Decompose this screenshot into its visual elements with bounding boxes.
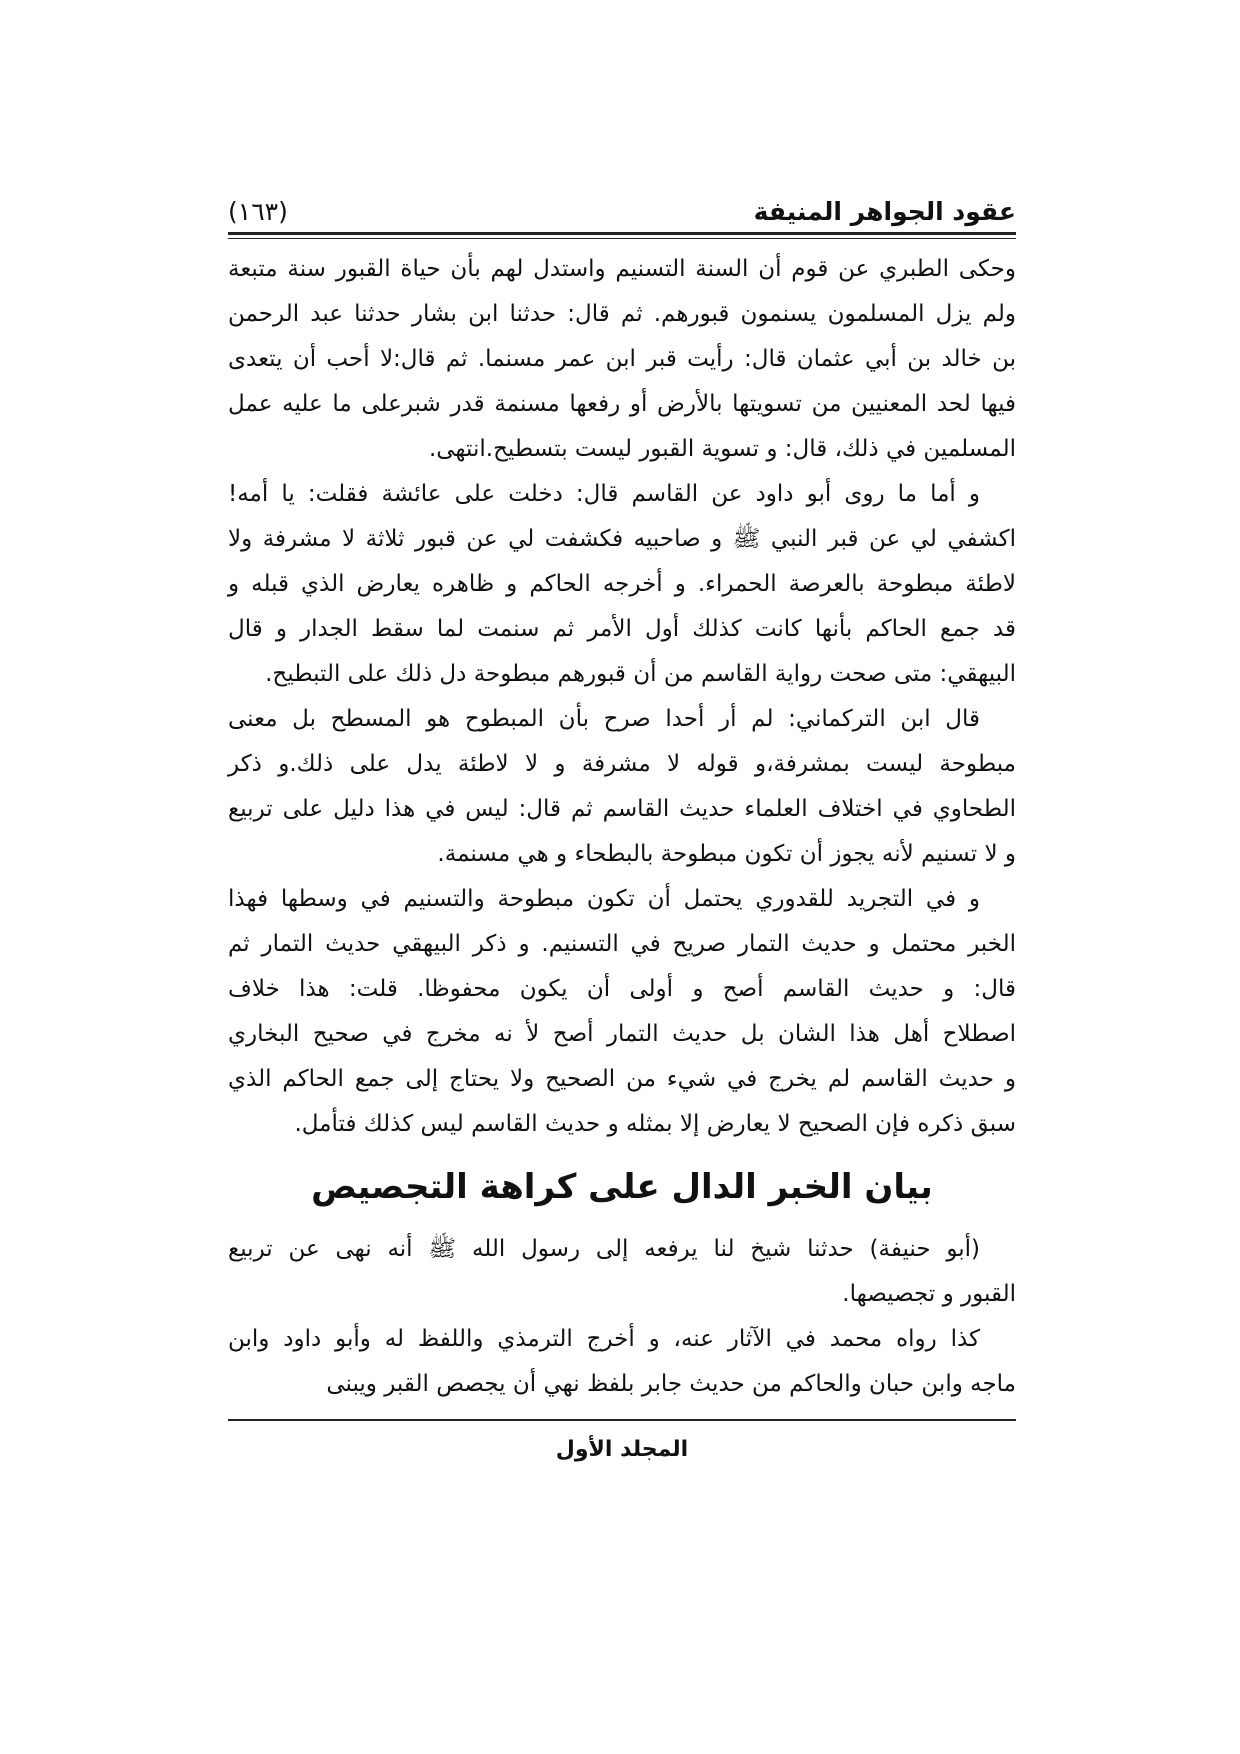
text-line: قال ابن التركماني: لم أر أحدا صرح بأن المبطوح هو المسطح بل معنى (228, 706, 980, 732)
text-line: بن خالد بن أبي عثمان قال: رأيت قبر ابن عمر مسنما. ثم قال:لا أحب أن يتعدى (228, 346, 1016, 372)
text-line: و حديث القاسم لم يخرج في شيء من الصحيح ولا يحتاج إلى جمع الحاكم الذي (228, 1066, 1016, 1092)
text-line: قد جمع الحاكم بأنها كانت كذلك أول الأمر ثم سنمت لما سقط الجدار و قال (228, 616, 1016, 642)
section-heading: بيان الخبر الدال على كراهة التجصيص (311, 1167, 933, 1207)
text-line: القبور و تجصيصها. (842, 1281, 1016, 1307)
text-line: و أما ما روى أبو داود عن القاسم قال: دخلت على عائشة فقلت: يا أمه! (228, 481, 980, 507)
text-line: (أبو حنيفة) حدثنا شيخ لنا يرفعه إلى رسول الله ﷺ أنه نهى عن تربيع (228, 1236, 980, 1262)
paragraph (228, 472, 1016, 697)
page-number: (١٦٣) (228, 197, 288, 226)
volume-label: المجلد الأول (555, 1437, 689, 1462)
text-line: مبطوحة ليست بمشرفة،و قوله لا مشرفة و لا لاطئة يدل على ذلك.و ذكر (228, 751, 1016, 777)
text-line: قال: و حديث القاسم أصح و أولى أن يكون محفوظا. قلت: هذا خلاف (228, 976, 1016, 1002)
text-line: اكشفي لي عن قبر النبي ﷺ و صاحبيه فكشفت لي عن قبور ثلاثة لا مشرفة ولا (228, 526, 1016, 552)
text-line: ولم يزل المسلمون يسنمون قبورهم. ثم قال: حدثنا ابن بشار حدثنا عبد الرحمن (228, 301, 1016, 327)
paragraph (228, 697, 1016, 877)
body-text-after-heading (228, 1227, 1016, 1407)
header-divider (228, 232, 1016, 239)
text-line: وحكى الطبري عن قوم أن السنة التسنيم واستدل لهم بأن حياة القبور سنة متبعة (228, 256, 1016, 282)
text-line: المسلمين في ذلك، قال: و تسوية القبور ليست بتسطيح.انتهى. (428, 436, 1016, 462)
text-line: ماجه وابن حبان والحاكم من حديث جابر بلفظ نهي أن يجصص القبر ويبنى (326, 1371, 1016, 1397)
text-line: و في التجريد للقدوري يحتمل أن تكون مبطوحة والتسنيم في وسطها فهذا (228, 886, 980, 912)
paragraph (228, 1317, 1016, 1407)
paragraph (228, 877, 1016, 1147)
text-line: و لا تسنيم لأنه يجوز أن تكون مبطوحة بالبطحاء و هي مسنمة. (437, 841, 1016, 867)
book-page (228, 180, 1016, 1462)
text-line: فيها لحد المعنيين من تسويتها بالأرض أو رفعها مسنمة قدر شبرعلى ما عليه عمل (228, 391, 1016, 417)
paragraph (228, 247, 1016, 472)
text-line: سبق ذكره فإن الصحيح لا يعارض إلا بمثله و حديث القاسم ليس كذلك فتأمل. (294, 1111, 1016, 1137)
text-line: البيهقي: متى صحت رواية القاسم من أن قبورهم مبطوحة دل ذلك على التبطيح. (265, 661, 1016, 687)
paragraph (228, 1227, 1016, 1317)
footer-divider (228, 1419, 1016, 1421)
text-line: اصطلاح أهل هذا الشان بل حديث التمار أصح لأ نه مخرج في صحيح البخاري (228, 1021, 1016, 1047)
body-text (228, 247, 1016, 1147)
text-line: كذا رواه محمد في الآثار عنه، و أخرج الترمذي واللفظ له وأبو داود وابن (228, 1326, 980, 1352)
page-header (228, 180, 1016, 226)
text-line: الخبر محتمل و حديث التمار صريح في التسنيم. و ذكر البيهقي حديث التمار ثم (228, 931, 1016, 957)
text-line: الطحاوي في اختلاف العلماء حديث القاسم ثم قال: ليس في هذا دليل على تربيع (228, 796, 1016, 822)
text-line: لاطئة مبطوحة بالعرصة الحمراء. و أخرجه الحاكم و ظاهره يعارض الذي قبله و (228, 571, 1016, 597)
book-title: عقود الجواهر المنيفة (753, 197, 1016, 226)
